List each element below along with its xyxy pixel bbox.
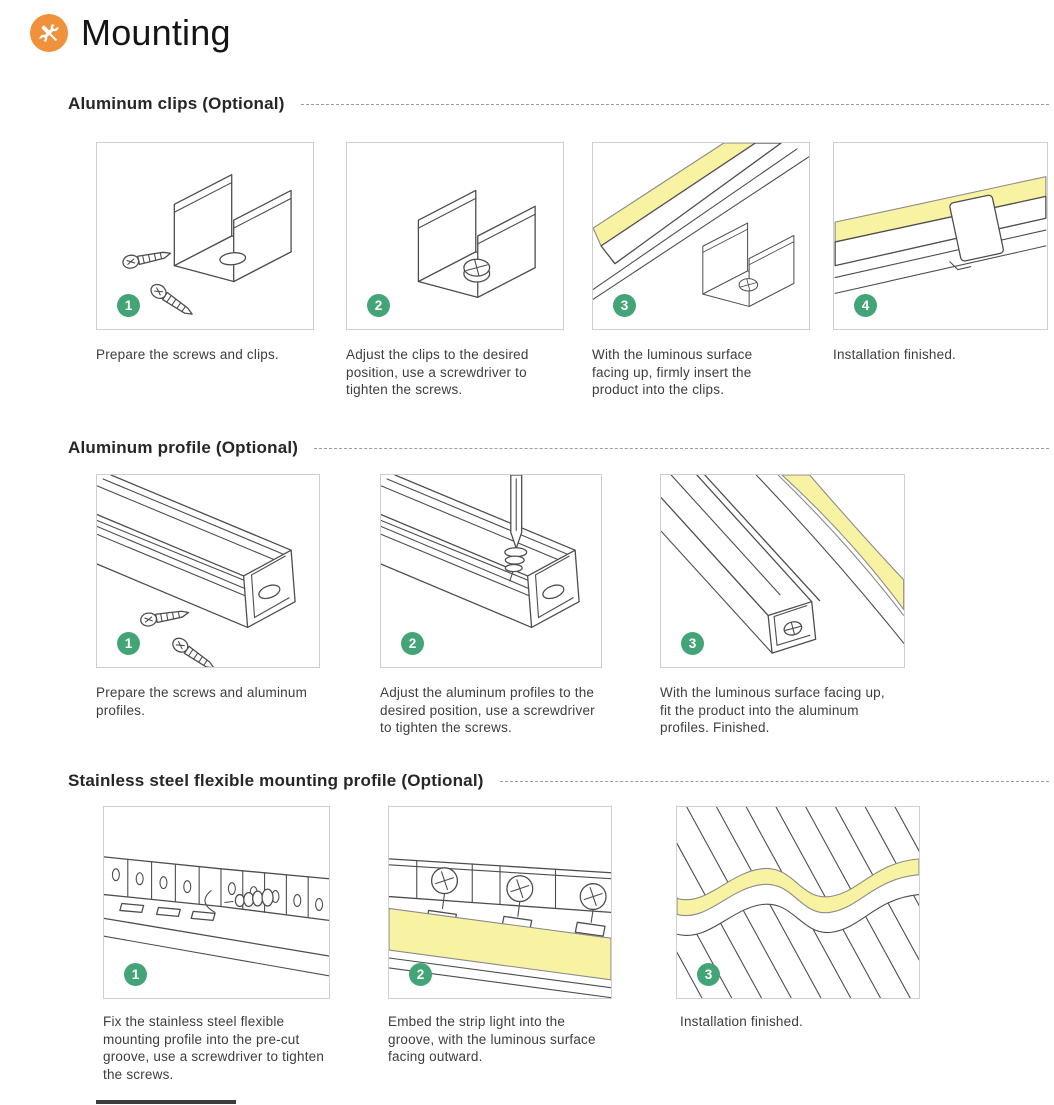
step-caption: Adjust the clips to the desired position, use a screwdriver to tighten the screws. — [346, 347, 529, 398]
screw-icon — [122, 247, 172, 270]
step-number-badge: 1 — [124, 963, 147, 986]
screw-head-icon — [507, 876, 533, 917]
step-caption: Installation finished. — [833, 347, 956, 362]
step-column — [346, 142, 564, 399]
step-figure — [96, 474, 320, 668]
step-figure — [388, 806, 612, 999]
dashed-rule — [314, 448, 1049, 449]
step-figure — [96, 142, 314, 330]
page-title: Mounting — [81, 12, 231, 53]
screw-head-icon — [580, 884, 606, 923]
step-figure — [592, 142, 810, 330]
page-edge-mark — [96, 1100, 236, 1104]
screw-icon — [148, 282, 195, 320]
step-column — [103, 806, 330, 1083]
screw-head-icon — [464, 257, 490, 282]
tools-icon — [30, 14, 68, 52]
step-column — [96, 474, 320, 719]
step-caption: With the luminous surface facing up, fit the product into the aluminum profiles. Finished. — [660, 685, 885, 736]
step-caption: Adjust the aluminum profiles to the desired position, use a screwdriver to tighten the screws. — [380, 685, 595, 736]
clip-drawing — [418, 190, 535, 297]
flexible-profile-rail — [104, 857, 329, 976]
section-title: Aluminum clips (Optional) — [68, 94, 285, 113]
step-number-badge: 1 — [117, 632, 140, 655]
strip-light-drawing — [593, 143, 781, 264]
step-caption: Installation finished. — [680, 1014, 803, 1029]
step-number-badge: 2 — [401, 632, 424, 655]
step-column — [660, 474, 905, 737]
step-column — [676, 806, 920, 1031]
step-figure — [660, 474, 905, 668]
step-figure — [833, 142, 1048, 330]
step-number-badge: 4 — [854, 294, 877, 317]
step-column — [96, 142, 314, 364]
step-figure — [676, 806, 920, 999]
profile-drawing — [381, 475, 579, 627]
screw-icon — [140, 606, 190, 627]
step-column — [592, 142, 810, 399]
step-column — [833, 142, 1048, 364]
section-header — [68, 769, 1049, 793]
step-figure — [346, 142, 564, 330]
page-header — [30, 12, 231, 54]
step-caption: Fix the stainless steel flexible mounting profile into the pre-cut groove, use a screwdriver to tighten the screws. — [103, 1014, 325, 1082]
screw-icon — [170, 635, 217, 667]
step-caption: Embed the strip light into the groove, with the luminous surface facing outward. — [388, 1014, 596, 1065]
step-number-badge: 2 — [409, 963, 432, 986]
clip-drawing — [174, 175, 291, 282]
section-title: Aluminum profile (Optional) — [68, 438, 299, 457]
clip-drawing — [703, 223, 794, 306]
screw-head-icon — [432, 868, 458, 909]
step-number-badge: 3 — [613, 294, 636, 317]
step-number-badge: 1 — [117, 294, 140, 317]
step-number-badge: 3 — [697, 963, 720, 986]
strip-light-drawing — [677, 859, 919, 936]
step-number-badge: 3 — [681, 632, 704, 655]
step-number-badge: 2 — [367, 294, 390, 317]
dashed-rule — [500, 781, 1049, 782]
section-header — [68, 436, 1049, 460]
section-header — [68, 92, 1049, 116]
profile-drawing — [97, 475, 295, 627]
step-figure — [103, 806, 330, 999]
step-caption: With the luminous surface facing up, firmly insert the product into the clips. — [592, 347, 753, 398]
step-figure — [380, 474, 602, 668]
strip-light-drawing — [835, 177, 1046, 266]
dashed-rule — [301, 104, 1049, 105]
step-column — [388, 806, 612, 1066]
section-title: Stainless steel flexible mounting profile (Optional) — [68, 771, 484, 790]
profile-drawing — [661, 475, 819, 653]
step-caption: Prepare the screws and aluminum profiles. — [96, 685, 308, 718]
step-caption: Prepare the screws and clips. — [96, 347, 279, 362]
step-column — [380, 474, 602, 737]
